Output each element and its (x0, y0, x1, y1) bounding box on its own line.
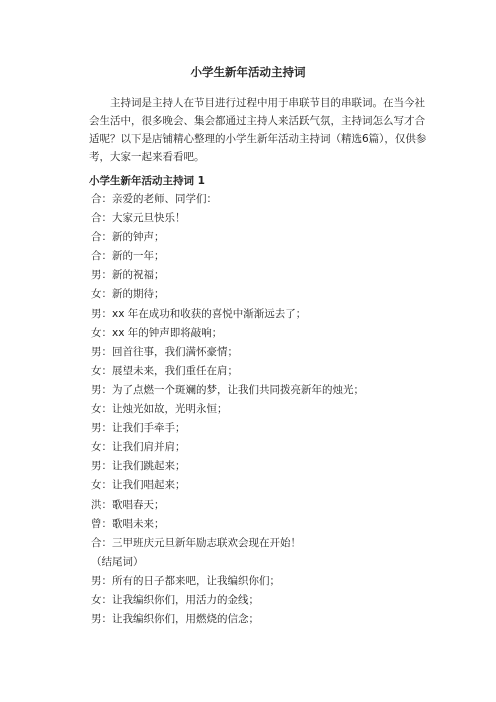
script-line: 男：xx 年在成功和收获的喜悦中渐渐远去了； (91, 307, 307, 320)
script-line: 合：新的一年； (91, 250, 165, 263)
script-line: （结尾词） (91, 555, 144, 568)
script-line: 洪：歌唱春天； (91, 498, 165, 511)
script-line: 男：让我们跳起来； (91, 460, 186, 473)
script-line: 女：让我编织你们，用活力的金线； (91, 593, 259, 606)
script-line: 男：新的祝福； (91, 269, 165, 282)
script-line: 合：亲爱的老师、同学们： (91, 193, 217, 205)
script-line: 合：大家元旦快乐！ (91, 212, 186, 225)
document-title: 小学生新年活动主持词 (190, 65, 306, 79)
script-line: 合：新的钟声； (91, 231, 165, 244)
script-line: 女：展望未来，我们重任在肩； (91, 364, 238, 377)
script-line: 女：新的期待； (91, 288, 165, 301)
script-line: 合：三甲班庆元旦新年励志联欢会现在开始！ (91, 536, 301, 549)
script-line: 女：让烛光如故，光明永恒； (91, 403, 228, 416)
script-line: 女：让我们唱起来； (91, 479, 186, 492)
script-lines (91, 190, 364, 629)
intro-paragraph: 主持词是主持人在节目进行过程中用于串联节目的串联词。在当今社会生活中，很多晚会、集会都通过主持人来活跃气氛，主持词怎么写才合适呢？以下是店铺精心整理的小学生新年活动主持词（精选6篇），仅供参考，大家一起来看看吧。 (89, 97, 427, 163)
script-line: 男：让我们手牵手； (91, 422, 186, 435)
script-line: 男：回首往事，我们满怀豪情； (91, 345, 238, 358)
script-line: 男：所有的日子都来吧，让我编织你们； (91, 574, 280, 587)
script-line: 曾：歌唱未来； (91, 517, 165, 530)
script-line: 男：让我编织你们，用燃烧的信念； (91, 613, 259, 626)
script-line: 男：为了点燃一个斑斓的梦，让我们共同拨亮新年的烛光； (91, 383, 364, 396)
script-line: 女：xx 年的钟声即将敲响； (91, 326, 223, 339)
section-heading: 小学生新年活动主持词 1 (89, 175, 205, 187)
script-line: 女：让我们肩并肩； (91, 441, 186, 454)
